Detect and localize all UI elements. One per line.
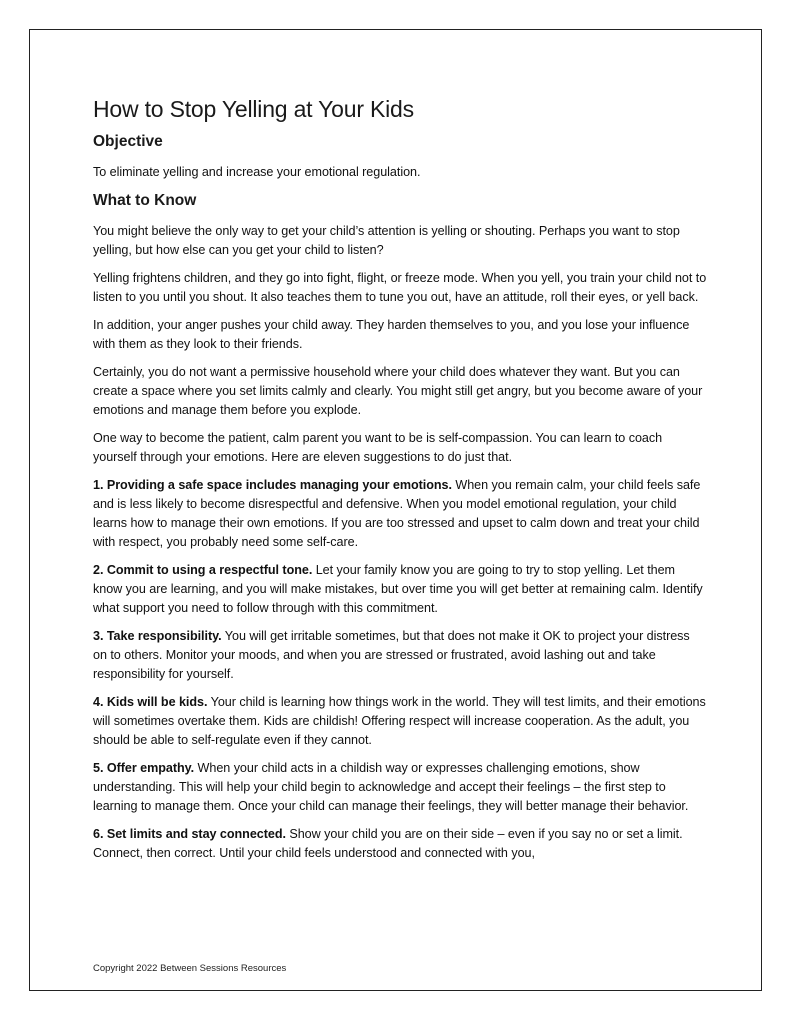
suggestion-text: When you remain calm, your child feels safe and is less likely to become disrespectful and defensive. When you model emotional regulation, your child learns how to manage their own emotions. If you are too stressed and upset to calm down and treat your child with respect, you probably need some self-care. — [93, 478, 701, 549]
suggestion-item — [93, 627, 707, 684]
objective-text: To eliminate yelling and increase your emotional regulation. — [93, 165, 421, 179]
paragraph: You might believe the only way to get your child’s attention is yelling or shouting. Perhaps you want to stop yelling, but how else can you get your child to listen? — [93, 224, 680, 257]
page-title: How to Stop Yelling at Your Kids — [93, 96, 414, 122]
copyright-footer: Copyright 2022 Between Sessions Resources — [93, 963, 287, 974]
suggestion-item — [93, 759, 707, 816]
suggestion-item — [93, 476, 707, 552]
paragraph: Certainly, you do not want a permissive household where your child does whatever they want. But you can create a space where you set limits calmly and clearly. You might still get angry, but you become aware of your emotions and manage them before you explode. — [93, 365, 703, 417]
suggestion-lead: 3. Take responsibility. — [93, 629, 222, 643]
paragraph: One way to become the patient, calm parent you want to be is self-compassion. You can learn to coach yourself through your emotions. Here are eleven suggestions to do just that. — [93, 431, 663, 464]
objective-heading: Objective — [93, 133, 163, 150]
suggestion-item — [93, 561, 707, 618]
what-to-know-heading: What to Know — [93, 192, 197, 209]
suggestion-lead: 6. Set limits and stay connected. — [93, 827, 286, 841]
suggestion-item — [93, 825, 707, 863]
suggestion-text: Your child is learning how things work in the world. They will test limits, and their emotions will sometimes overtake them. Kids are childish! Offering respect will increase cooperation. As the adult, you should be able to self-regulate even if they cannot. — [93, 695, 706, 747]
suggestion-lead: 5. Offer empathy. — [93, 761, 195, 775]
paragraph: Yelling frightens children, and they go into fight, flight, or freeze mode. When you yell, you train your child not to listen to you until you shout. It also teaches them to tune you out, have an attitude, roll their eyes, or yell back. — [93, 271, 707, 304]
suggestion-lead: 4. Kids will be kids. — [93, 695, 208, 709]
suggestion-text: Show your child you are on their side – even if you say no or set a limit. Connect, then correct. Until your child feels understood and connected with you, — [93, 827, 683, 860]
suggestion-lead: 2. Commit to using a respectful tone. — [93, 563, 313, 577]
suggestion-item — [93, 693, 707, 750]
paragraph: In addition, your anger pushes your child away. They harden themselves to you, and you lose your influence with them as they look to their friends. — [93, 318, 690, 351]
suggestion-text: When your child acts in a childish way or expresses challenging emotions, show understanding. This will help your child begin to acknowledge and accept their feelings – the first step to learning to manage them. Once your child can manage their feelings, they will better manage their behavior. — [93, 761, 689, 813]
suggestion-lead: 1. Providing a safe space includes managing your emotions. — [93, 478, 452, 492]
document-body — [93, 96, 707, 872]
suggestion-text: You will get irritable sometimes, but that does not make it OK to project your distress on to others. Monitor your moods, and when you are stressed or frustrated, avoid lashing out and take responsibility for yourself. — [93, 629, 690, 681]
suggestion-text: Let your family know you are going to try to stop yelling. Let them know you are learning, and you will make mistakes, but over time you will get better at remaining calm. Identify what support you need to follow through with this commitment. — [93, 563, 703, 615]
